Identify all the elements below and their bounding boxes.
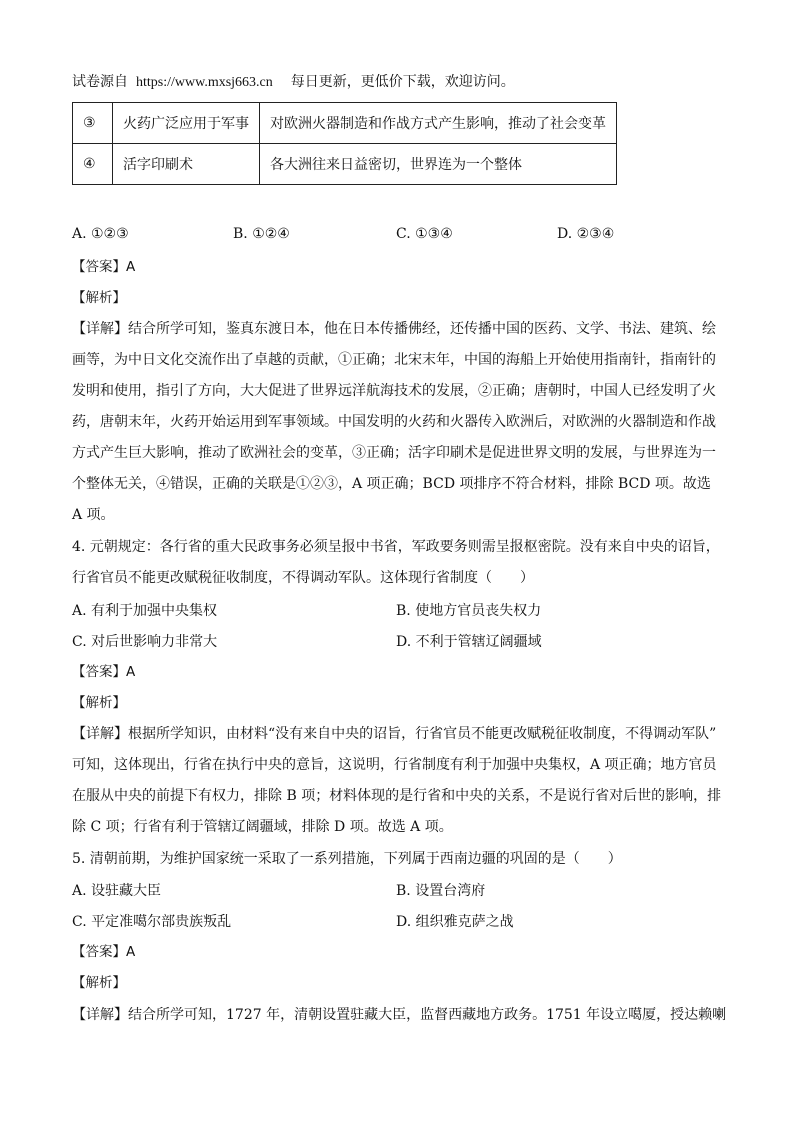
- table-cell-effect: 对欧洲火器制造和作战方式产生影响，推动了社会变革: [260, 103, 617, 144]
- header-suffix: 每日更新，更低价下载，欢迎访问。: [290, 74, 515, 90]
- q5-detail: [72, 1000, 727, 1031]
- q5-analysis-label: 【解析】: [72, 975, 126, 991]
- header-url[interactable]: https://www.mxsj663.cn: [136, 75, 273, 90]
- header-prefix: 试卷源自: [72, 74, 128, 90]
- q5-answer: 【答案】A: [72, 944, 136, 960]
- q3-option-a: A. ①②③: [72, 226, 129, 242]
- q3-option-c: C. ①③④: [396, 226, 453, 242]
- q3-detail-line: 药，唐朝末年，火药开始运用到军事领域。中国发明的火药和火器传入欧洲后，对欧洲的火器制造和作战: [72, 414, 716, 430]
- q3-detail-line: 方式产生巨大影响，推动了欧洲社会的变革，③正确；活字印刷术是促进世界文明的发展，与世界连为一: [72, 445, 716, 461]
- table-row: [73, 144, 617, 185]
- q5-option-b: B. 设置台湾府: [396, 883, 486, 899]
- table-row: [73, 103, 617, 144]
- matching-table: [72, 102, 617, 185]
- q5-stem: [72, 844, 724, 875]
- q3-detail-line: 画等，为中日文化交流作出了卓越的贡献，①正确；北宋末年，中国的海船上开始使用指南针，指南针的: [72, 352, 716, 368]
- q4-option-c: C. 对后世影响力非常大: [72, 634, 218, 650]
- q5-option-c: C. 平定准噶尔部贵族叛乱: [72, 914, 232, 930]
- q4-detail-line: 【详解】根据所学知识，由材料“没有来自中央的诏旨，行省官员不能更改赋税征收制度，不得调动军队”: [72, 726, 717, 742]
- q4-stem: [72, 532, 724, 594]
- table-cell-effect: 各大洲往来日益密切，世界连为一个整体: [260, 144, 617, 185]
- q4-detail: [72, 719, 724, 843]
- q3-detail-line: 【详解】结合所学可知，鉴真东渡日本，他在日本传播佛经，还传播中国的医药、文学、书法、建筑、绘: [72, 321, 716, 337]
- q3-analysis-label: 【解析】: [72, 290, 126, 306]
- q3-detail-line: A 项。: [72, 507, 115, 523]
- q4-answer: 【答案】A: [72, 664, 136, 680]
- q5-detail-line: 【详解】结合所学可知，1727 年，清朝设置驻藏大臣，监督西藏地方政务。1751 年设立噶厦，授达赖喇: [72, 1007, 727, 1023]
- q4-stem-line: 行省官员不能更改赋税征收制度，不得调动军队。这体现行省制度（ ）: [72, 570, 534, 586]
- q4-option-d: D. 不利于管辖辽阔疆域: [396, 634, 542, 650]
- page-header: [72, 72, 515, 93]
- q5-option-d: D. 组织雅克萨之战: [396, 914, 514, 930]
- q3-detail-line: 发明和使用，指引了方向，大大促进了世界远洋航海技术的发展，②正确；唐朝时，中国人已经发明了火: [72, 383, 716, 399]
- q3-detail-line: 个整体无关，④错误，正确的关联是①②③，A 项正确；BCD 项排序不符合材料，排除 BCD 项。故选: [72, 476, 711, 492]
- table-cell-item: 火药广泛应用于军事: [113, 103, 260, 144]
- q3-answer: 【答案】A: [72, 259, 136, 275]
- table-cell-item: 活字印刷术: [113, 144, 260, 185]
- q4-detail-line: 除 C 项；行省有利于管辖辽阔疆域，排除 D 项。故选 A 项。: [72, 819, 453, 835]
- q5-option-a: A. 设驻藏大臣: [72, 883, 162, 899]
- q4-detail-line: 在服从中央的前提下有权力，排除 B 项；材料体现的是行省和中央的关系，不是说行省对后世的影响，排: [72, 788, 722, 804]
- q4-analysis-label: 【解析】: [72, 695, 126, 711]
- q4-option-a: A. 有利于加强中央集权: [72, 603, 218, 619]
- q4-option-b: B. 使地方官员丧失权力: [396, 603, 542, 619]
- q3-detail: [72, 314, 724, 531]
- q4-stem-line: 4. 元朝规定：各行省的重大民政事务必须呈报中书省，军政要务则需呈报枢密院。没有来自中央的诏旨，: [72, 539, 720, 555]
- q5-stem-line: 5. 清朝前期，为维护国家统一采取了一系列措施，下列属于西南边疆的巩固的是（ ）: [72, 851, 622, 867]
- table-cell-num: ③: [73, 103, 113, 144]
- q4-detail-line: 可知，这体现出，行省在执行中央的意旨，这说明，行省制度有利于加强中央集权，A 项正确；地方官员: [72, 757, 717, 773]
- q3-option-b: B. ①②④: [233, 226, 290, 242]
- table-cell-num: ④: [73, 144, 113, 185]
- q3-option-d: D. ②③④: [557, 226, 615, 242]
